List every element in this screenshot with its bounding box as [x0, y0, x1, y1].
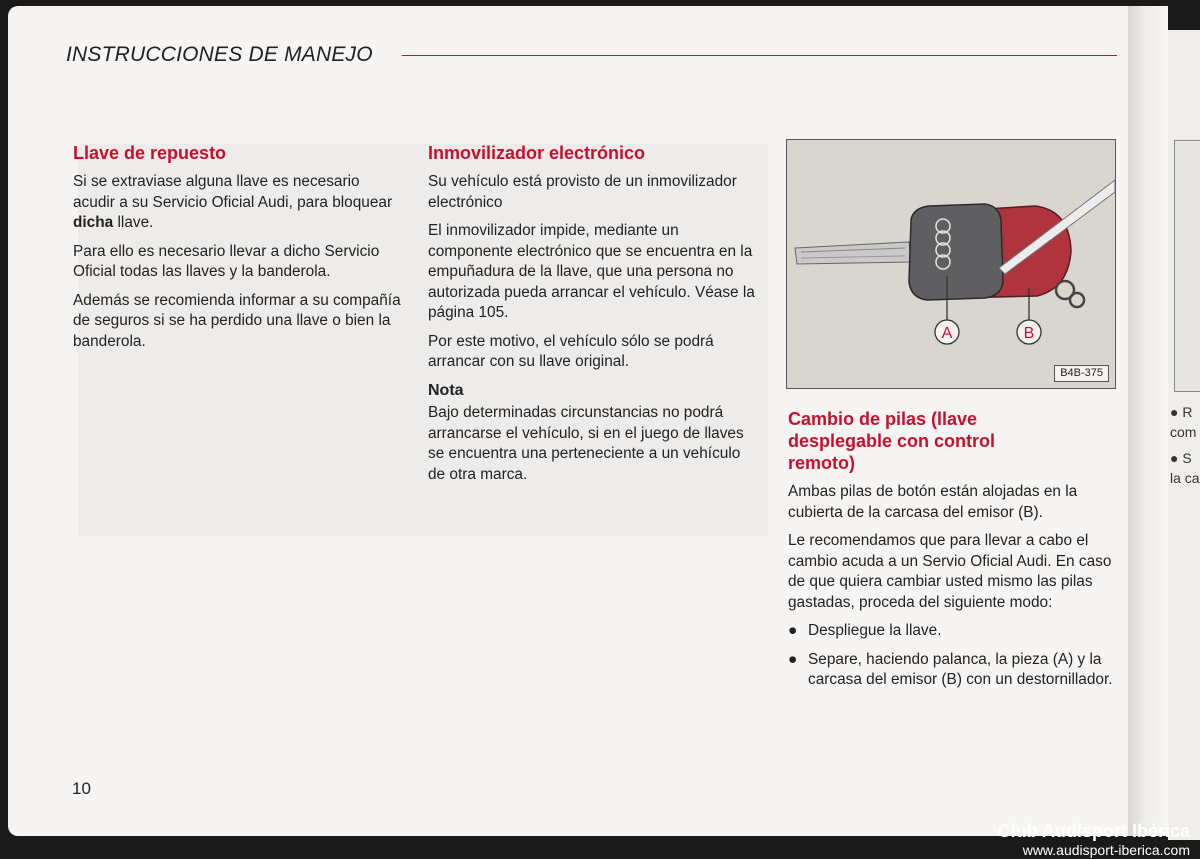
column-immobilizer [428, 142, 760, 493]
watermark-url: www.audisport-iberica.com [1022, 842, 1190, 858]
list-item: ● Despliegue la llave. [788, 621, 1118, 642]
paragraph: Por este motivo, el vehículo sólo se podrá arrancar con su llave original. [428, 332, 714, 370]
figure-id: B4B-375 [1054, 365, 1109, 382]
paragraph: Ambas pilas de botón están alojadas en la cubierta de la carcasa del emisor (B). [788, 483, 1078, 521]
heading-spare-key: Llave de repuesto [73, 143, 227, 163]
paragraph: Para ello es necesario llevar a dicho Servicio Oficial todas las llaves y la banderola. [73, 242, 380, 280]
page-number: 10 [72, 779, 91, 798]
paragraph: Le recomendamos que para llevar a cabo el cambio acuda a un Servio Oficial Audi. En caso de que quiera cambiar usted mismo las pilas gastadas, proceda del siguiente modo: [788, 532, 1112, 611]
key-figure [786, 139, 1116, 389]
page-spine [1128, 6, 1168, 836]
next-page-fragment: ● S [1170, 450, 1192, 466]
next-page-fragment: la ca [1170, 470, 1200, 486]
next-page-fragment: ● R [1170, 404, 1193, 420]
next-page-figure-edge [1174, 140, 1200, 392]
heading-immobilizer: Inmovilizador electrónico [428, 143, 646, 163]
paragraph: Su vehículo está provisto de un inmovilizador electrónico [428, 173, 737, 211]
heading-battery-change: Cambio de pilas (llave desplegable con control remoto) [788, 409, 996, 473]
next-page-fragment: com [1170, 424, 1197, 440]
bullet-icon: ● [788, 622, 798, 639]
label-b: B [1023, 325, 1035, 342]
paragraph: El inmovilizador impide, mediante un componente electrónico que se encuentra en la empuñadura de la llave, que una persona no autorizada pueda arrancar el vehículo. Véase la página 105. [428, 222, 755, 321]
section-header-title: INSTRUCCIONES DE MANEJO [66, 43, 373, 66]
list-item: ● Separe, haciendo palanca, la pieza (A) y la carcasa del emisor (B) con un destornillador. [788, 650, 1113, 688]
column-spare-key [73, 142, 403, 360]
key-head-a [909, 204, 1003, 300]
folding-key-illustration [787, 140, 1115, 388]
label-a: A [941, 325, 953, 342]
paragraph: Si se extraviase alguna llave es necesario acudir a su Servicio Oficial Audi, para bloquear dicha llave. [73, 173, 393, 231]
nota-heading: Nota [428, 381, 464, 399]
bullet-icon: ● [788, 650, 798, 668]
next-page-edge [1168, 30, 1200, 840]
paragraph: Además se recomienda informar a su compañía de seguros si se ha perdido una llave o bien la banderola. [73, 291, 401, 350]
watermark [998, 820, 1200, 858]
column-battery-change [788, 408, 1118, 699]
watermark-title: Club Audisport Ibérica [997, 821, 1190, 841]
nota-text: Bajo determinadas circunstancias no podrá arrancarse el vehículo, si en el juego de llaves se encuentra una perteneciente a un vehículo de otra marca. [428, 404, 744, 483]
header-rule [402, 55, 1117, 56]
